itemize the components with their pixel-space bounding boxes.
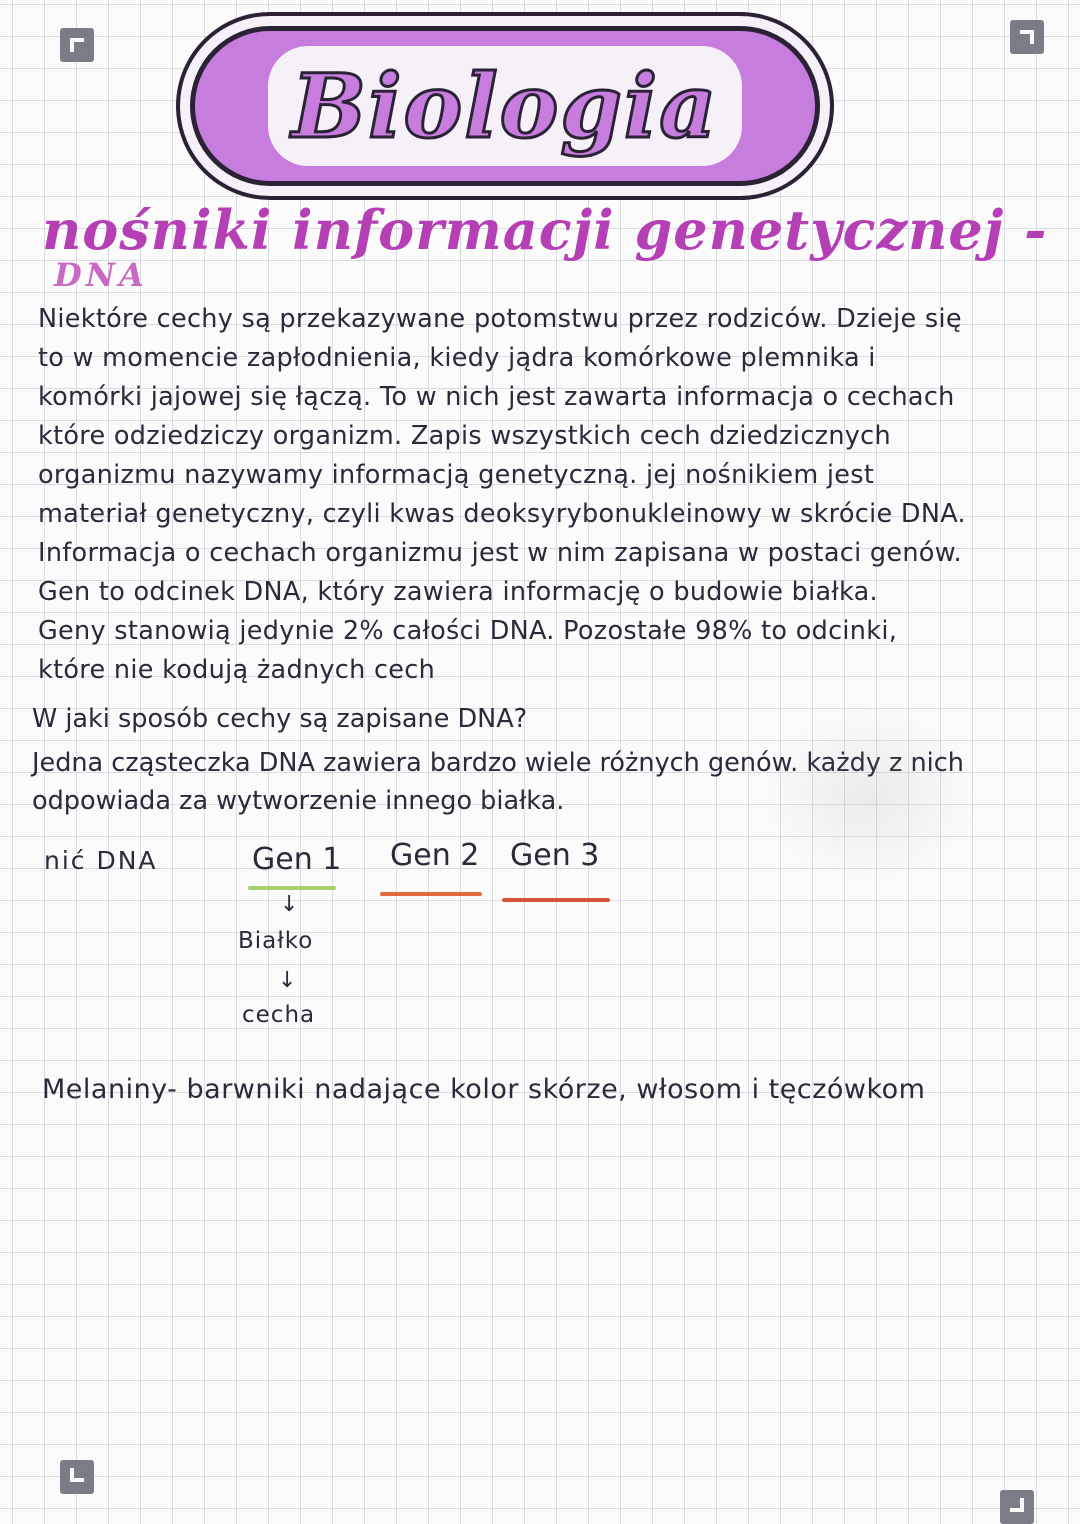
gene-2-label: Gen 2 (390, 838, 480, 873)
paragraph-line: które nie kodują żadnych cech (38, 655, 436, 685)
gene-1-underline (248, 886, 336, 890)
dna-strand-label: nić DNA (44, 846, 158, 875)
paragraph-line: Gen to odcinek DNA, który zawiera informację o budowie białka. (38, 577, 878, 607)
intro-paragraph (38, 300, 1068, 690)
gene-1-label: Gen 1 (252, 842, 342, 877)
answer-line: odpowiada za wytworzenie innego białka. (32, 786, 565, 816)
arrow-down-icon: ↓ (280, 892, 299, 917)
arrow-down-icon: ↓ (278, 968, 297, 993)
paragraph-line: organizmu nazywamy informacją genetyczną. jej nośnikiem jest (38, 460, 875, 490)
paragraph-line: Geny stanowią jedynie 2% całości DNA. Pozostałe 98% to odcinki, (38, 616, 898, 646)
page-title: Biologia (268, 46, 743, 166)
paragraph-line: które odziedziczy organizm. Zapis wszystkich cech dziedzicznych (38, 421, 891, 451)
title-banner (190, 26, 820, 186)
paragraph-line: Informacja o cechach organizmu jest w nim zapisana w postaci genów. (38, 538, 962, 568)
section-heading-dna: DNA (54, 256, 148, 294)
corner-mark-top-left (60, 28, 94, 62)
section-heading: nośniki informacji genetycznej - (42, 198, 1048, 262)
gene-3-underline (502, 898, 610, 902)
paragraph-line: to w momencie zapłodnienia, kiedy jądra komórkowe plemnika i (38, 343, 876, 373)
paragraph-line: materiał genetyczny, czyli kwas deoksyrybonukleinowy w skrócie DNA. (38, 499, 966, 529)
answer-line: Jedna cząsteczka DNA zawiera bardzo wiele różnych genów. każdy z nich (32, 748, 964, 778)
gene-3-label: Gen 3 (510, 838, 600, 873)
corner-mark-top-right (1010, 20, 1044, 54)
melanin-note: Melaniny- barwniki nadające kolor skórze, włosom i tęczówkom (42, 1074, 926, 1105)
paragraph-line: komórki jajowej się łączą. To w nich jest zawarta informacja o cechach (38, 382, 955, 412)
corner-mark-bottom-right (1000, 1490, 1034, 1524)
trait-label: cecha (242, 1002, 316, 1028)
gene-2-underline (380, 892, 482, 896)
paragraph-line: Niektóre cechy są przekazywane potomstwu przez rodziców. Dzieje się (38, 304, 962, 334)
protein-label: Białko (238, 928, 314, 954)
show-through-shadow (760, 706, 980, 886)
question: W jaki sposób cechy są zapisane DNA? (32, 704, 528, 734)
corner-mark-bottom-left (60, 1460, 94, 1494)
